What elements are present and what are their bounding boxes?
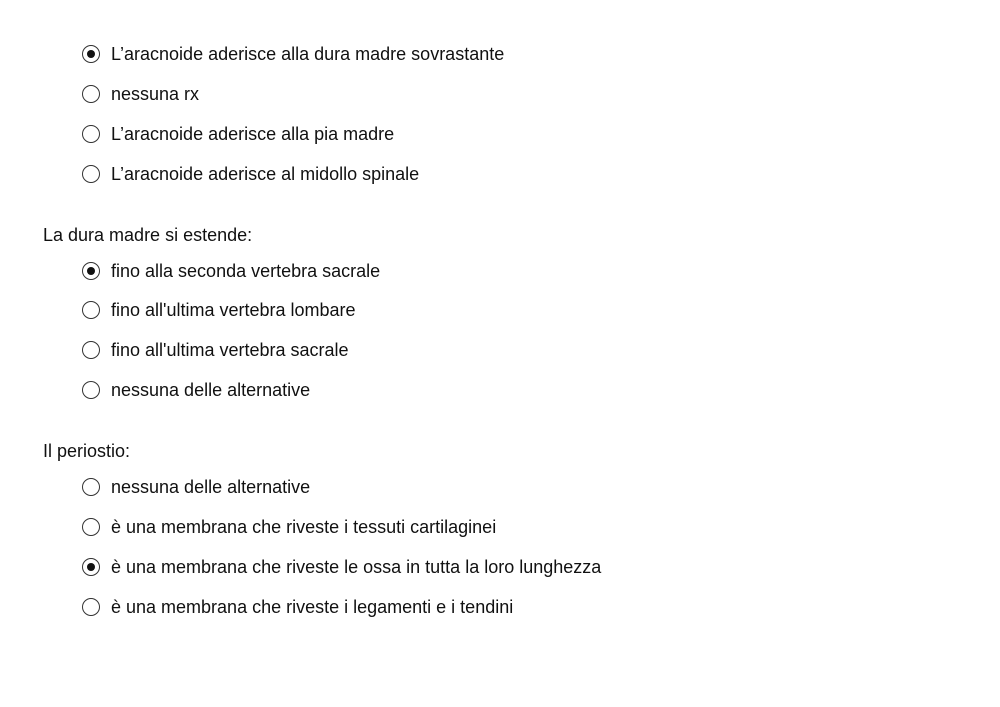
option-label: L’aracnoide aderisce alla pia madre	[111, 124, 395, 144]
radio-button[interactable]	[82, 558, 100, 576]
option-label: fino all'ultima vertebra lombare	[111, 300, 356, 320]
option-q1-1[interactable]	[82, 43, 504, 65]
option-q2-2[interactable]	[82, 299, 356, 321]
option-q3-1[interactable]	[82, 476, 310, 498]
option-label: nessuna delle alternative	[111, 380, 311, 400]
option-q2-4[interactable]	[82, 379, 310, 401]
option-label: è una membrana che riveste le ossa in tutta la loro lunghezza	[111, 557, 602, 577]
radio-button[interactable]	[82, 165, 100, 183]
radio-button[interactable]	[82, 125, 100, 143]
option-label: fino all'ultima vertebra sacrale	[111, 340, 349, 360]
option-label: è una membrana che riveste i tessuti cartilaginei	[111, 517, 497, 537]
option-label: fino alla seconda vertebra sacrale	[111, 261, 381, 281]
radio-button[interactable]	[82, 301, 100, 319]
radio-button[interactable]	[82, 85, 100, 103]
option-q3-4[interactable]	[82, 596, 513, 618]
option-label: L’aracnoide aderisce alla dura madre sovrastante	[111, 44, 505, 64]
radio-button[interactable]	[82, 518, 100, 536]
option-q1-2[interactable]	[82, 83, 199, 105]
option-q1-3[interactable]	[82, 123, 394, 145]
radio-button[interactable]	[82, 341, 100, 359]
option-q3-2[interactable]	[82, 516, 496, 538]
radio-button[interactable]	[82, 45, 100, 63]
option-q2-3[interactable]	[82, 339, 349, 361]
question-title: Il periostio:	[43, 441, 131, 461]
radio-button[interactable]	[82, 262, 100, 280]
option-q3-3[interactable]	[82, 556, 601, 578]
option-label: è una membrana che riveste i legamenti e i tendini	[111, 597, 514, 617]
radio-button[interactable]	[82, 381, 100, 399]
option-q2-1[interactable]	[82, 260, 380, 282]
radio-button[interactable]	[82, 478, 100, 496]
option-label: nessuna rx	[111, 84, 200, 104]
option-q1-4[interactable]	[82, 163, 419, 185]
option-label: L’aracnoide aderisce al midollo spinale	[111, 164, 420, 184]
question-title: La dura madre si estende:	[43, 225, 253, 245]
radio-button[interactable]	[82, 598, 100, 616]
option-label: nessuna delle alternative	[111, 477, 311, 497]
